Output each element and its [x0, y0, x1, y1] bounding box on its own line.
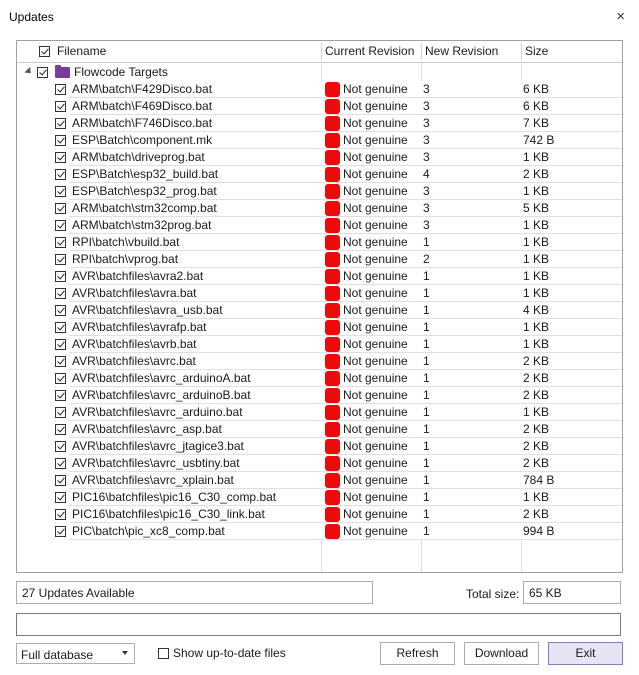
updates-list[interactable] — [16, 40, 623, 573]
folder-icon — [55, 67, 70, 78]
row-status-text: Not genuine — [343, 388, 408, 402]
status-not-genuine-icon — [325, 303, 340, 318]
row-checkbox[interactable] — [55, 356, 66, 367]
status-not-genuine-icon — [325, 201, 340, 216]
row-current-revision — [323, 81, 423, 98]
row-checkbox[interactable] — [55, 390, 66, 401]
status-not-genuine-icon — [325, 252, 340, 267]
table-row[interactable] — [17, 183, 622, 200]
row-filename: ESP\Batch\component.mk — [72, 133, 213, 147]
refresh-button[interactable]: Refresh — [380, 642, 455, 665]
row-size: 1 KB — [523, 337, 550, 351]
table-row[interactable] — [17, 81, 622, 98]
group-label: Flowcode Targets — [74, 65, 168, 79]
status-not-genuine-icon — [325, 218, 340, 233]
row-checkbox[interactable] — [55, 407, 66, 418]
database-select[interactable] — [16, 643, 135, 664]
row-status-text: Not genuine — [343, 320, 408, 334]
row-current-revision — [323, 285, 423, 302]
row-size: 1 KB — [523, 252, 550, 266]
row-new-revision: 3 — [423, 82, 430, 96]
row-filename: PIC16\batchfiles\pic16_C30_comp.bat — [72, 490, 277, 504]
row-current-revision — [323, 217, 423, 234]
row-filename: ARM\batch\F746Disco.bat — [72, 116, 213, 130]
row-new-revision: 1 — [423, 422, 430, 436]
row-status-text: Not genuine — [343, 371, 408, 385]
row-filename: AVR\batchfiles\avrc_jtagice3.bat — [72, 439, 244, 453]
row-status-text: Not genuine — [343, 167, 408, 181]
row-checkbox[interactable] — [55, 118, 66, 129]
row-filename: AVR\batchfiles\avrc.bat — [72, 354, 196, 368]
row-size: 7 KB — [523, 116, 550, 130]
row-filename: AVR\batchfiles\avra_usb.bat — [72, 303, 223, 317]
row-status-text: Not genuine — [343, 303, 408, 317]
row-current-revision — [323, 98, 423, 115]
row-filename: ARM\batch\driveprog.bat — [72, 150, 205, 164]
show-uptodate-checkbox[interactable] — [158, 648, 169, 659]
row-current-revision — [323, 200, 423, 217]
row-current-revision — [323, 387, 423, 404]
table-row[interactable] — [17, 251, 622, 268]
chevron-down-icon — [122, 651, 128, 655]
row-new-revision: 3 — [423, 133, 430, 147]
row-new-revision: 2 — [423, 252, 430, 266]
download-button[interactable]: Download — [464, 642, 539, 665]
row-new-revision: 1 — [423, 235, 430, 249]
row-new-revision: 1 — [423, 490, 430, 504]
row-status-text: Not genuine — [343, 456, 408, 470]
row-status-text: Not genuine — [343, 337, 408, 351]
row-status-text: Not genuine — [343, 524, 408, 538]
row-filename: ARM\batch\stm32comp.bat — [72, 201, 217, 215]
total-size-label: Total size: — [466, 587, 520, 601]
row-filename: AVR\batchfiles\avrc_asp.bat — [72, 422, 222, 436]
row-checkbox[interactable] — [55, 475, 66, 486]
status-not-genuine-icon — [325, 82, 340, 97]
row-new-revision: 1 — [423, 286, 430, 300]
expand-chevron-icon[interactable] — [24, 67, 33, 76]
row-checkbox[interactable] — [55, 509, 66, 520]
group-checkbox[interactable] — [37, 67, 48, 78]
row-current-revision — [323, 506, 423, 523]
row-filename: ARM\batch\stm32prog.bat — [72, 218, 212, 232]
row-current-revision — [323, 404, 423, 421]
row-checkbox[interactable] — [55, 458, 66, 469]
column-header-filename[interactable]: Filename — [57, 44, 107, 58]
row-filename: AVR\batchfiles\avra.bat — [72, 286, 197, 300]
row-new-revision: 1 — [423, 439, 430, 453]
row-filename: PIC\batch\pic_xc8_comp.bat — [72, 524, 225, 538]
table-row[interactable] — [17, 370, 622, 387]
status-not-genuine-icon — [325, 150, 340, 165]
row-size: 2 KB — [523, 388, 550, 402]
table-row[interactable] — [17, 455, 622, 472]
row-checkbox[interactable] — [55, 441, 66, 452]
row-filename: AVR\batchfiles\avrc_usbtiny.bat — [72, 456, 240, 470]
row-checkbox[interactable] — [55, 492, 66, 503]
row-new-revision: 3 — [423, 184, 430, 198]
table-row[interactable] — [17, 353, 622, 370]
row-new-revision: 1 — [423, 524, 430, 538]
row-size: 6 KB — [523, 99, 550, 113]
row-current-revision — [323, 438, 423, 455]
row-current-revision — [323, 319, 423, 336]
status-not-genuine-icon — [325, 99, 340, 114]
row-checkbox[interactable] — [55, 424, 66, 435]
table-row[interactable] — [17, 319, 622, 336]
row-filename: AVR\batchfiles\avrc_xplain.bat — [72, 473, 234, 487]
message-field — [16, 613, 621, 636]
row-filename: PIC16\batchfiles\pic16_C30_link.bat — [72, 507, 265, 521]
row-current-revision — [323, 336, 423, 353]
row-checkbox[interactable] — [55, 339, 66, 350]
row-current-revision — [323, 183, 423, 200]
row-checkbox[interactable] — [55, 322, 66, 333]
row-checkbox[interactable] — [55, 101, 66, 112]
row-current-revision — [323, 166, 423, 183]
table-row[interactable] — [17, 149, 622, 166]
row-checkbox[interactable] — [55, 305, 66, 316]
row-current-revision — [323, 370, 423, 387]
status-not-genuine-icon — [325, 439, 340, 454]
row-size: 4 KB — [523, 303, 550, 317]
row-new-revision: 1 — [423, 337, 430, 351]
table-row[interactable] — [17, 217, 622, 234]
row-filename: AVR\batchfiles\avrc_arduino.bat — [72, 405, 243, 419]
row-status-text: Not genuine — [343, 490, 408, 504]
row-status-text: Not genuine — [343, 405, 408, 419]
window-title: Updates — [9, 10, 54, 24]
table-row[interactable] — [17, 438, 622, 455]
row-checkbox[interactable] — [55, 220, 66, 231]
status-not-genuine-icon — [325, 422, 340, 437]
row-checkbox[interactable] — [55, 373, 66, 384]
row-current-revision — [323, 489, 423, 506]
status-not-genuine-icon — [325, 456, 340, 471]
row-size: 1 KB — [523, 490, 550, 504]
table-row[interactable] — [17, 166, 622, 183]
row-status-text: Not genuine — [343, 218, 408, 232]
row-size: 2 KB — [523, 354, 550, 368]
table-row[interactable] — [17, 387, 622, 404]
row-status-text: Not genuine — [343, 235, 408, 249]
row-filename: RPI\batch\vprog.bat — [72, 252, 179, 266]
total-size-box — [523, 581, 621, 604]
table-row[interactable] — [17, 115, 622, 132]
column-header-size[interactable]: Size — [525, 44, 549, 58]
row-new-revision: 1 — [423, 320, 430, 334]
row-new-revision: 3 — [423, 150, 430, 164]
row-new-revision: 1 — [423, 354, 430, 368]
row-size: 1 KB — [523, 269, 550, 283]
row-filename: AVR\batchfiles\avrafp.bat — [72, 320, 207, 334]
status-not-genuine-icon — [325, 235, 340, 250]
row-current-revision — [323, 132, 423, 149]
row-status-text: Not genuine — [343, 133, 408, 147]
row-checkbox[interactable] — [55, 271, 66, 282]
row-size: 6 KB — [523, 82, 550, 96]
status-not-genuine-icon — [325, 167, 340, 182]
updates-available-box — [16, 581, 373, 604]
row-checkbox[interactable] — [55, 169, 66, 180]
status-not-genuine-icon — [325, 524, 340, 539]
row-current-revision — [323, 149, 423, 166]
row-new-revision: 1 — [423, 456, 430, 470]
table-row[interactable] — [17, 132, 622, 149]
row-size: 2 KB — [523, 439, 550, 453]
close-icon[interactable]: × — [616, 8, 625, 25]
column-header-current-revision[interactable]: Current Revision — [325, 44, 415, 58]
row-current-revision — [323, 523, 423, 540]
row-checkbox[interactable] — [55, 152, 66, 163]
status-not-genuine-icon — [325, 371, 340, 386]
row-filename: AVR\batchfiles\avra2.bat — [72, 269, 204, 283]
status-not-genuine-icon — [325, 490, 340, 505]
row-current-revision — [323, 115, 423, 132]
row-current-revision — [323, 234, 423, 251]
table-row[interactable] — [17, 200, 622, 217]
row-size: 1 KB — [523, 150, 550, 164]
row-status-text: Not genuine — [343, 354, 408, 368]
row-size: 1 KB — [523, 286, 550, 300]
row-status-text: Not genuine — [343, 422, 408, 436]
row-status-text: Not genuine — [343, 286, 408, 300]
row-size: 1 KB — [523, 184, 550, 198]
select-all-checkbox[interactable] — [39, 46, 50, 57]
row-checkbox[interactable] — [55, 288, 66, 299]
table-row[interactable] — [17, 472, 622, 489]
status-not-genuine-icon — [325, 507, 340, 522]
row-current-revision — [323, 472, 423, 489]
row-checkbox[interactable] — [55, 84, 66, 95]
table-row[interactable] — [17, 302, 622, 319]
row-filename: ESP\Batch\esp32_build.bat — [72, 167, 219, 181]
table-row[interactable] — [17, 506, 622, 523]
total-size-value: 65 KB — [529, 586, 562, 600]
row-size: 784 B — [523, 473, 555, 487]
row-status-text: Not genuine — [343, 252, 408, 266]
row-checkbox[interactable] — [55, 254, 66, 265]
row-size: 742 B — [523, 133, 555, 147]
status-not-genuine-icon — [325, 286, 340, 301]
row-new-revision: 1 — [423, 269, 430, 283]
row-current-revision — [323, 251, 423, 268]
row-size: 2 KB — [523, 422, 550, 436]
row-size: 2 KB — [523, 167, 550, 181]
row-current-revision — [323, 353, 423, 370]
row-new-revision: 1 — [423, 388, 430, 402]
row-filename: AVR\batchfiles\avrb.bat — [72, 337, 197, 351]
exit-button[interactable]: Exit — [548, 642, 623, 665]
show-uptodate-label[interactable]: Show up-to-date files — [173, 646, 286, 660]
status-not-genuine-icon — [325, 269, 340, 284]
row-status-text: Not genuine — [343, 201, 408, 215]
table-row[interactable] — [17, 268, 622, 285]
row-size: 1 KB — [523, 218, 550, 232]
row-new-revision: 4 — [423, 167, 430, 181]
row-status-text: Not genuine — [343, 82, 408, 96]
updates-available-text: 27 Updates Available — [22, 586, 135, 600]
row-size: 994 B — [523, 524, 555, 538]
row-filename: AVR\batchfiles\avrc_arduinoA.bat — [72, 371, 251, 385]
status-not-genuine-icon — [325, 473, 340, 488]
row-new-revision: 3 — [423, 201, 430, 215]
row-current-revision — [323, 302, 423, 319]
status-not-genuine-icon — [325, 405, 340, 420]
row-size: 1 KB — [523, 405, 550, 419]
row-current-revision — [323, 455, 423, 472]
status-not-genuine-icon — [325, 388, 340, 403]
table-row[interactable] — [17, 336, 622, 353]
row-current-revision — [323, 268, 423, 285]
row-checkbox[interactable] — [55, 237, 66, 248]
row-checkbox[interactable] — [55, 203, 66, 214]
row-new-revision: 3 — [423, 116, 430, 130]
row-status-text: Not genuine — [343, 184, 408, 198]
row-status-text: Not genuine — [343, 99, 408, 113]
row-status-text: Not genuine — [343, 116, 408, 130]
status-not-genuine-icon — [325, 337, 340, 352]
row-size: 2 KB — [523, 456, 550, 470]
row-size: 2 KB — [523, 507, 550, 521]
row-new-revision: 1 — [423, 303, 430, 317]
row-new-revision: 3 — [423, 218, 430, 232]
row-status-text: Not genuine — [343, 473, 408, 487]
table-row[interactable] — [17, 98, 622, 115]
row-status-text: Not genuine — [343, 269, 408, 283]
row-size: 2 KB — [523, 371, 550, 385]
database-select-value: Full database — [21, 648, 94, 662]
status-not-genuine-icon — [325, 133, 340, 148]
row-current-revision — [323, 421, 423, 438]
row-status-text: Not genuine — [343, 150, 408, 164]
row-checkbox[interactable] — [55, 186, 66, 197]
status-not-genuine-icon — [325, 116, 340, 131]
row-size: 1 KB — [523, 320, 550, 334]
table-row[interactable] — [17, 234, 622, 251]
row-filename: ESP\Batch\esp32_prog.bat — [72, 184, 217, 198]
row-status-text: Not genuine — [343, 439, 408, 453]
row-filename: RPI\batch\vbuild.bat — [72, 235, 180, 249]
row-new-revision: 1 — [423, 507, 430, 521]
row-checkbox[interactable] — [55, 135, 66, 146]
row-checkbox[interactable] — [55, 526, 66, 537]
row-filename: ARM\batch\F469Disco.bat — [72, 99, 213, 113]
row-filename: ARM\batch\F429Disco.bat — [72, 82, 213, 96]
table-row[interactable] — [17, 421, 622, 438]
table-row[interactable] — [17, 523, 622, 540]
row-size: 1 KB — [523, 235, 550, 249]
row-new-revision: 1 — [423, 371, 430, 385]
column-header-new-revision[interactable]: New Revision — [425, 44, 499, 58]
group-row-flowcode-targets[interactable] — [17, 64, 622, 81]
status-not-genuine-icon — [325, 184, 340, 199]
table-row[interactable] — [17, 489, 622, 506]
row-size: 5 KB — [523, 201, 550, 215]
row-filename: AVR\batchfiles\avrc_arduinoB.bat — [72, 388, 251, 402]
row-new-revision: 1 — [423, 405, 430, 419]
table-row[interactable] — [17, 404, 622, 421]
table-row[interactable] — [17, 285, 622, 302]
row-new-revision: 3 — [423, 99, 430, 113]
status-not-genuine-icon — [325, 354, 340, 369]
status-not-genuine-icon — [325, 320, 340, 335]
row-status-text: Not genuine — [343, 507, 408, 521]
list-header — [17, 41, 622, 63]
title-bar — [0, 0, 639, 34]
row-new-revision: 1 — [423, 473, 430, 487]
